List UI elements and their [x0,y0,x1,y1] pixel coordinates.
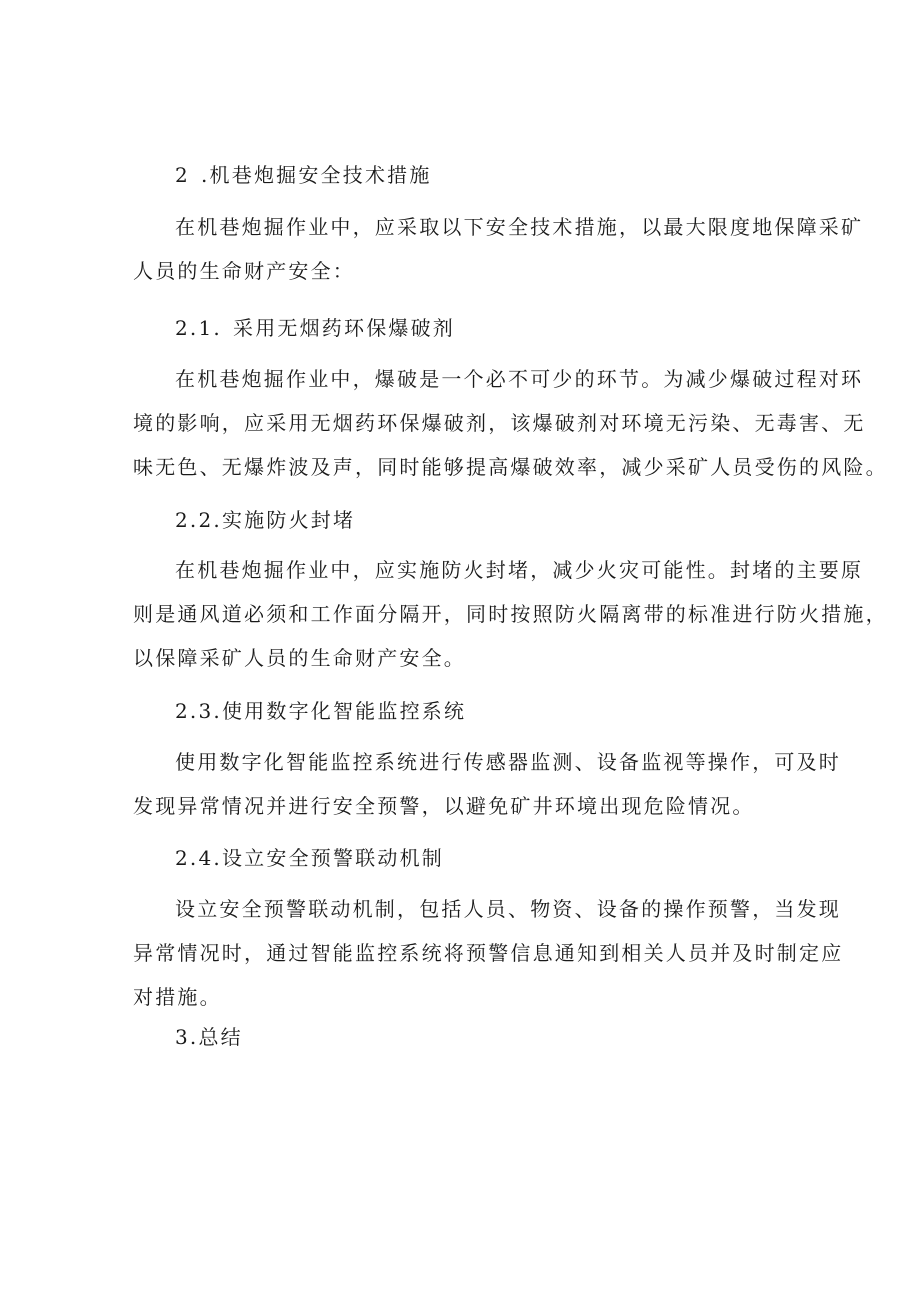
section-2-3-heading: 2.3.使用数字化智能监控系统 [175,699,467,723]
paragraph-line: 异常情况时，通过智能监控系统将预警信息通知到相关人员并及时制定应 [133,941,844,965]
paragraph-line: 设立安全预警联动机制，包括人员、物资、设备的操作预警，当发现 [175,897,841,921]
section-2-2-paragraph [133,548,888,680]
section-2-1-heading [175,318,455,338]
section-2-number: 2 [175,163,190,187]
paragraph-line: 以保障采矿人员的生命财产安全。 [133,646,466,670]
paragraph-line: 境的影响，应采用无烟药环保爆破剂，该爆破剂对环境无污染、无毒害、无 [133,411,866,435]
paragraph-line: 人员的生命财产安全： [133,259,355,283]
paragraph-line: 味无色、无爆炸波及声，同时能够提高爆破效率，减少采矿人员受伤的风险。 [133,455,888,479]
paragraph-line: 在机巷炮掘作业中，爆破是一个必不可少的环节。为减少爆破过程对环 [175,367,864,391]
section-2-1-paragraph [133,357,888,489]
section-2-heading [175,165,432,185]
section-2-1-title: 采用无烟药环保爆破剂 [233,316,455,340]
section-2-title: .机巷炮掘安全技术措施 [201,163,432,187]
paragraph-line: 发现异常情况并进行安全预警，以避免矿井环境出现危险情况。 [133,794,755,818]
paragraph-line: 对措施。 [133,985,222,1009]
section-2-1-number: 2.1. [175,316,222,340]
section-2-intro-paragraph [133,205,864,293]
section-2-4-paragraph [133,887,844,1019]
paragraph-line: 则是通风道必须和工作面分隔开，同时按照防火隔离带的标准进行防火措施， [133,602,888,626]
paragraph-line: 使用数字化智能监控系统进行传感器监测、设备监视等操作，可及时 [175,750,841,774]
section-3-heading: 3.总结 [175,1025,243,1049]
paragraph-line: 在机巷炮掘作业中，应采取以下安全技术措施，以最大限度地保障采矿 [175,215,864,239]
section-2-2-heading: 2.2.实施防火封堵 [175,508,356,532]
paragraph-line: 在机巷炮掘作业中，应实施防火封堵，减少火灾可能性。封堵的主要原 [175,558,864,582]
section-2-3-paragraph [133,740,841,828]
section-2-4-heading: 2.4.设立安全预警联动机制 [175,846,444,870]
